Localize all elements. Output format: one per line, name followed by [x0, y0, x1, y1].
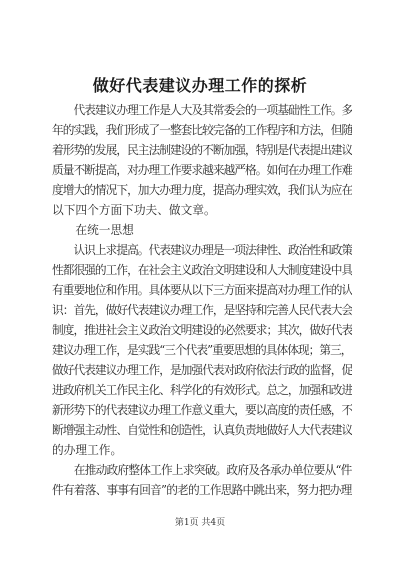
body-line: 件有着落、事事有回音”的老的工作思路中跳出来，努力把办理: [52, 483, 352, 497]
body-line: 认识上求提高。代表建议办理是一项法律性、政治性和政策: [52, 243, 352, 257]
body-line: 代表建议办理工作是人大及其常委会的一项基础性工作。多: [52, 103, 352, 117]
body-line: 性都很强的工作，在社会主义政治文明建设和人大制度建设中具: [52, 263, 352, 277]
body-line: 有重要地位和作用。具体要从以下三方面来提高对办理工作的认: [52, 283, 352, 297]
page-footer: 第1页 共4页: [174, 518, 226, 528]
body-line: 着形势的发展，民主法制建设的不断加强，特别是代表提出建议: [52, 143, 352, 157]
body-line: 断增强主动性、自觉性和创造性，认真负责地做好人大代表建议: [52, 423, 352, 437]
body-line: 年的实践，我们形成了一整套比较完备的工作程序和方法，但随: [52, 123, 352, 137]
body-line: 质量不断提高，对办理工作要求越来越严格。如何在办理工作难: [52, 163, 352, 177]
body-line: 做好代表建议办理工作，是加强代表对政府依法行政的监督，促: [52, 363, 352, 377]
body-line: 进政府机关工作民主化、科学化的有效形式。总之，加强和改进: [52, 383, 352, 397]
body-line: 在推动政府整体工作上求突破。政府及各承办单位要从“件: [52, 463, 352, 477]
body-line: 以下四个方面下功夫、做文章。: [52, 203, 216, 217]
document-body: [52, 100, 352, 500]
body-line: 制度，推进社会主义政治文明建设的必然要求；其次，做好代表: [52, 323, 352, 337]
body-line: 的办理工作。: [52, 443, 123, 457]
body-line: 识：首先，做好代表建议办理工作，是坚持和完善人民代表大会: [52, 303, 352, 317]
body-line: 建议办理工作，是实践“三个代表”重要思想的具体体现；第三，: [52, 343, 352, 357]
body-line: 度增大的情况下，加大办理力度，提高办理实效，我们认为应在: [52, 183, 352, 197]
body-line: 新形势下的代表建议办理工作意义重大，要以高度的责任感，不: [52, 403, 352, 417]
section-heading: 在统一思想: [52, 223, 134, 237]
document-title: 做好代表建议办理工作的探析: [92, 76, 308, 95]
